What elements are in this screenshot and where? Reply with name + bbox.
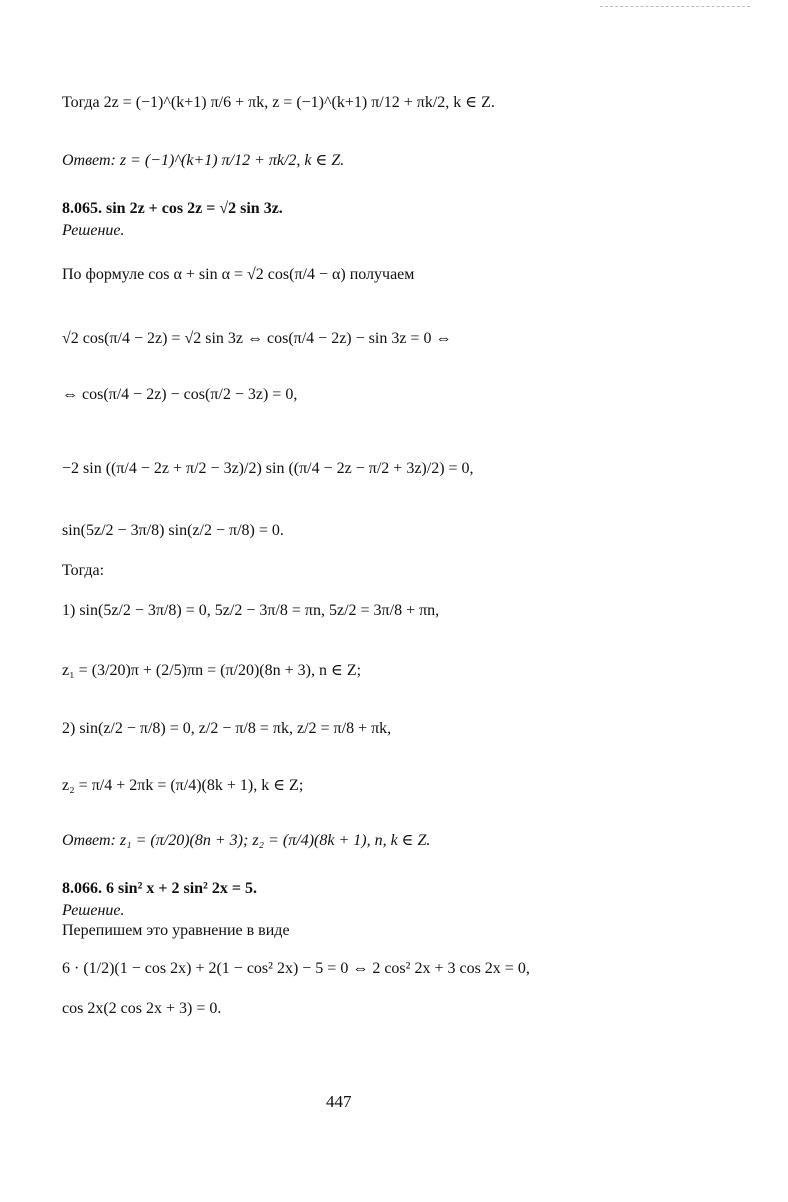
equation-line-1: √2 cos(π/4 − 2z) = √2 sin 3z ⇔ cos(π/4 − 2z) − sin 3z = 0 ⇔	[62, 330, 452, 347]
problem-8065-heading: 8.065. sin 2z + cos 2z = √2 sin 3z.	[62, 200, 283, 217]
equation-line-5: 6 · (1/2)(1 − cos 2x) + 2(1 − cos² 2x) − 5 = 0 ⇔ 2 cos² 2x + 3 cos 2x = 0,	[62, 960, 530, 977]
rewrite-line: Перепишем это уравнение в виде	[62, 922, 290, 939]
problem-8066-heading: 8.066. 6 sin² x + 2 sin² 2x = 5.	[62, 880, 257, 897]
solution-label-1: Решение.	[62, 222, 125, 239]
formula-line: По формуле cos α + sin α = √2 cos(π/4 − α) получаем	[62, 266, 415, 283]
answer-line-2: Ответ: z₁ = (π/20)(8n + 3); z₂ = (π/4)(8k + 1), n, k ∈ Z.	[62, 832, 431, 849]
page-number: 447	[326, 1092, 352, 1111]
answer-line-1: Ответ: z = (−1)^(k+1) π/12 + πk/2, k ∈ Z.	[62, 152, 345, 169]
case-1-line: 1) sin(5z/2 − 3π/8) = 0, 5z/2 − 3π/8 = πn, 5z/2 = 3π/8 + πn,	[62, 602, 440, 619]
top-edge-rule	[600, 6, 750, 7]
z1-line: z₁ = (3/20)π + (2/5)πn = (π/20)(8n + 3), n ∈ Z;	[62, 662, 362, 679]
solution-label-2: Решение.	[62, 902, 125, 919]
equation-line-2: ⇔ cos(π/4 − 2z) − cos(π/2 − 3z) = 0,	[62, 386, 298, 403]
then-2z-line: Тогда 2z = (−1)^(k+1) π/6 + πk, z = (−1)^(k+1) π/12 + πk/2, k ∈ Z.	[62, 94, 495, 111]
z2-line: z₂ = π/4 + 2πk = (π/4)(8k + 1), k ∈ Z;	[62, 777, 304, 794]
equation-line-4: sin(5z/2 − 3π/8) sin(z/2 − π/8) = 0.	[62, 522, 284, 539]
equation-line-3: −2 sin ((π/4 − 2z + π/2 − 3z)/2) sin ((π/4 − 2z − π/2 + 3z)/2) = 0,	[62, 460, 474, 477]
case-2-line: 2) sin(z/2 − π/8) = 0, z/2 − π/8 = πk, z/2 = π/8 + πk,	[62, 720, 392, 737]
equation-line-6: cos 2x(2 cos 2x + 3) = 0.	[62, 1000, 222, 1017]
then-label: Тогда:	[62, 562, 105, 579]
